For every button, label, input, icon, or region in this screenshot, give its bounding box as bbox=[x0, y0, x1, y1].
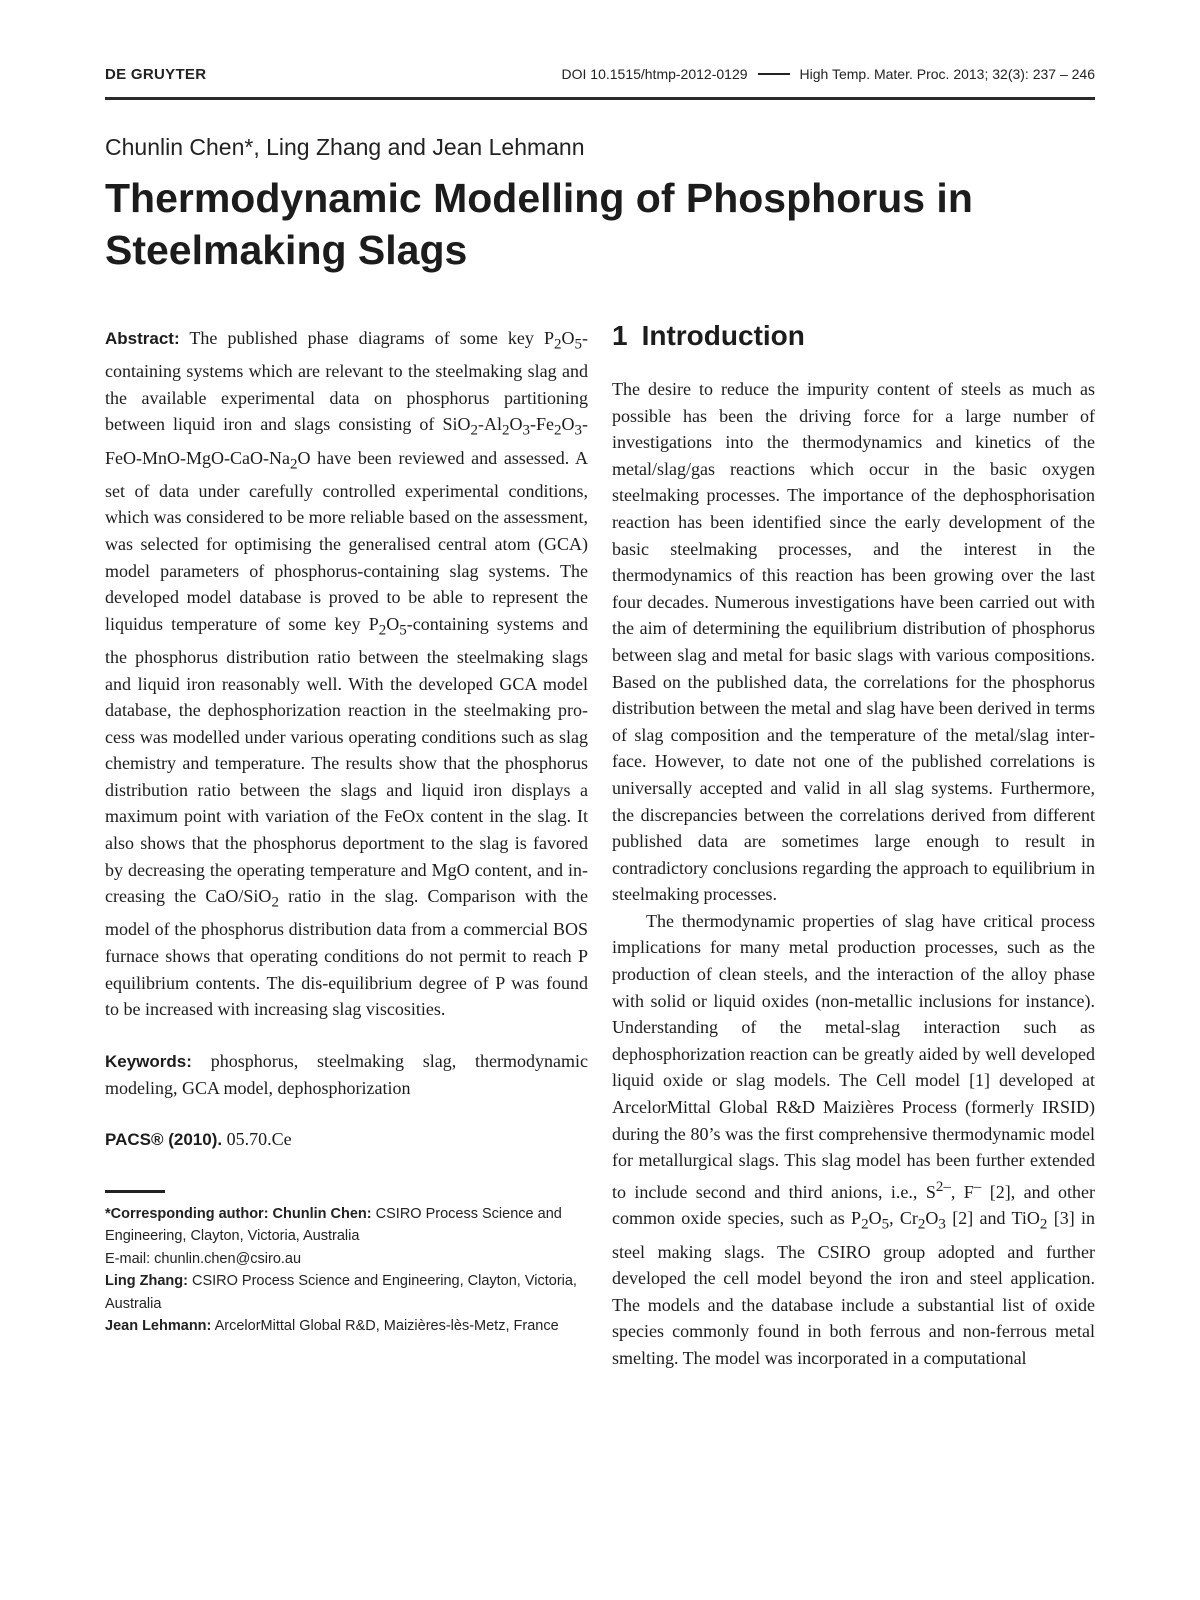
abstract: Abstract: The published phase diagrams of some key $P_2O_5$-containing systems which are relevant to the steelmaking slag and the available experimental data on phosphorus partitioning between liquid iron and slags consisting of $SiO_2-Al_2O_3-Fe_2O_3-FeO-MnO-MgO-CaO-Na_2O$ have been reviewed and assessed. A set of data under carefully controlled experimental conditions, which was considered to be more reliable based on the assessment, was selected for optimising the generalised central atom (GCA) model parameters of phosphorus-containing slag systems. The developed model database is proved to be able to represent the liquidus temperature of some key $P_2O_5$-containing systems and the phosphorus distribution ratio between the steelmaking slags and liquid iron reasonably well. With the developed GCA model database, the dephosphorization reaction in the steelmaking process was modelled under various operating conditions such as slag chemistry and temperature. The results show that the phosphorus distribution ratio between the slags and liquid iron displays a maximum point with variation of the FeOx content in the slag. It also shows that the phosphorus deportment to the slag is favored by decreasing the operating temperature and MgO content, and increasing the CaO/SiO$_2$ ratio in the slag. Comparison with the model of the phosphorus distribution data from a commercial BOS furnace shows that operating conditions do not permit to reach P equilibrium contents. The dis-equilibrium degree of P was found to be increased with increasing slag viscosities. bbox=[105, 328, 589, 1020]
pacs-code: PACS® (2010). 05.70.Ce bbox=[105, 1129, 292, 1149]
intro-paragraph-1: The desire to reduce the impurity content of steels as much as possible has been the driving force for a large number of investigations into the thermodynamics and kinetics of the metal/slag/gas reactions which occur in the basic oxygen steelmaking processes. The importance of the dephosphorisation reaction has been identified since the early development of the basic steelmaking processes, and the interest in the thermodynamics of this reaction has been growing over the last four decades. Numerous investigations have been carried out with the aim of determining the equilibrium distribution of phosphorus between slag and metal for basic slags with various compositions. Based on the published data, the correlations for the phosphorus distribution between the metal and slag have been derived in terms of slag composition and the temperature of the metal/slag interface. However, to date not one of the published correlations is universally accepted and valid in all slag systems. Furthermore, the discrepancies between the correlations derived from different published data are sometimes large enough to result in contradictory conclusions regarding the approach to equilibrium in steelmaking processes. bbox=[612, 379, 1095, 905]
footnote-corresponding-author: *Corresponding author: Chunlin Chen: CSIRO Process Science and Engineering, Clayton, Victoria, Australia bbox=[105, 1205, 562, 1245]
doi: DOI 10.1515/htmp-2012-0129 bbox=[561, 66, 748, 82]
paper-title: Thermodynamic Modelling of Phosphorus in Steelmaking Slags bbox=[105, 175, 973, 273]
right-column bbox=[612, 318, 1095, 1372]
footnote-ling-zhang: Ling Zhang: CSIRO Process Science and Engineering, Clayton, Victoria, Australia bbox=[105, 1273, 577, 1312]
section-heading-introduction bbox=[612, 318, 1095, 354]
header-rule bbox=[105, 97, 1095, 100]
footnote-jean-lehmann: Jean Lehmann: ArcelorMittal Global R&D, Maizières-lès-Metz, France bbox=[105, 1318, 559, 1335]
header-dash bbox=[758, 73, 790, 75]
section-title: Introduction bbox=[641, 320, 805, 351]
section-number: 1 bbox=[612, 320, 628, 351]
journal-citation: High Temp. Mater. Proc. 2013; 32(3): 237 – 246 bbox=[799, 66, 1095, 82]
keywords-label: Keywords: bbox=[105, 1051, 192, 1071]
author-footnotes bbox=[105, 1203, 588, 1338]
running-header bbox=[105, 66, 1095, 90]
footnote-rule bbox=[105, 1190, 165, 1193]
abstract-label: Abstract: bbox=[105, 329, 180, 348]
intro-paragraph-2: The thermodynamic properties of slag have critical process implications for many metal production processes, such as the production of clean steels, and the interaction of the alloy phase with solid or liquid oxides (non-metallic inclusions for instance). Understanding of the metal-slag interaction such as dephosphorization reaction can be greatly aided by well developed liquid oxide or slag models. The Cell model [1] developed at ArcelorMittal Global R&D Maizières Process (formerly IRSID) during the 80’s was the first comprehensive thermodynamic model for metallurgical slags. This slag model has been further extended to include second and third anions, i.e., $S^{2-}$, F– [2], and other common oxide species, such as $P_2O_5$, $Cr_2O_3$ [2] and TiO$_2$ [3] in steel making slags. The CSIRO group adopted and further developed the cell model beyond the iron and steel application. The models and the database include a substantial list of oxide species commonly found in both ferrous and non-ferrous metal smelting. The model was incorporated in a computational bbox=[612, 910, 1096, 1368]
pacs-label: PACS® (2010). bbox=[105, 1130, 223, 1149]
left-column bbox=[105, 325, 588, 1338]
publisher-logo: DE GRUYTER bbox=[105, 66, 207, 83]
author-list: Chunlin Chen*, Ling Zhang and Jean Lehmann bbox=[105, 134, 585, 160]
doi-citation bbox=[562, 66, 1096, 82]
keywords: Keywords: phosphorus, steelmaking slag, thermodynamic modeling, GCA model, dephosphorization bbox=[105, 1050, 588, 1099]
footnote-email: E-mail: chunlin.chen@csiro.au bbox=[105, 1250, 302, 1267]
